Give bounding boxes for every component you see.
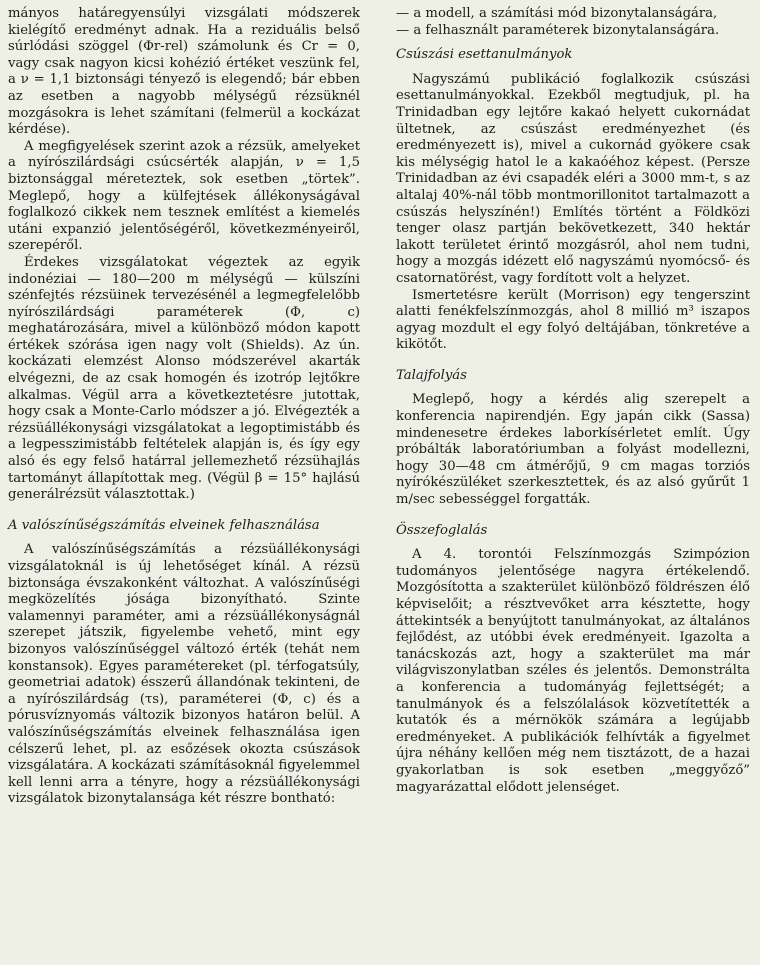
paragraph: A 4. torontói Felszínmozgás Szimpózion tudományos jelentősége nagyra értékelendő. Mozgósította a szakterület különböző földrészen élő képviselőit; a résztvevőket arra késztette, hogy áttekintsék a benyújtott tanulmányokat, az általános fejlődést, az utóbbi évek eredményeit. Igazolta a tanácskozás azt, hogy a szakterület ma már világviszonylatban széles és jelentős. Demonstrálta a konferencia a tudományág fejlettségét; a tanulmányok és a felszólalások közvetítették a kutatók és a mérnökök számára a legújabb eredményeket. A publikációk felhívták a figyelmet újra néhány kellően még nem tisztázott, de a hazai gyakorlatban is sok esetben „meggyőző” magyarázattal elődott jelenséget. <box>396 547 750 795</box>
paragraph: Ismertetésre került (Morrison) egy tengerszint alatti fenékfelszínmozgás, ahol 8 millió m³ iszapos agyag mozdult el egy folyó deltájában, tönkretéve a kikötőt. <box>396 287 750 353</box>
paragraph: A valószínűségszámítás a rézsüállékonysági vizsgálatoknál is új lehetőséget kínál. A rézsü biztonsága évszakonként változhat. A valószínűségi megközelítés jósága bizonyítható. Szinte valamennyi paraméter, ami a rézsüállékonyságnál szerepet játszik, figyelembe vehető, mint egy bizonyos valószínűséggel változó érték (tehát nem konstansok). Egyes paramétereket (pl. térfogatsúly, geometriai adatok) ésszerű állandónak tekinteni, de a nyírószilárdság (τs), paraméterei (Φ, c) és a pórusvíznyomás változik bizonyos határon belül. A valószínűségszámítás elveinek felhasználása igen célszerű lehet, pl. az esőzések okozta csúszások vizsgálatára. A kockázati számításoknál figyelemmel kell lenni arra a tényre, hogy a rézsüállékonysági vizsgálatok bizonytalansága két részre bontható: <box>8 542 360 807</box>
paragraph: Érdekes vizsgálatokat végeztek az egyik indonéziai — 180—200 m mélységű — külszíni szénfejtés rézsüinek tervezésénél a legmegfelelőbb nyírószilárdsági paraméterek (Φ, c) meghatározására, mivel a különböző módon kapott értékek szórása igen nagy volt (Shields). Az ún. kockázati elemzést Alonso módszerével akarták elvégezni, de az csak homogén és izotróp lejtőkre alkalmas. Végül arra a következtetésre jutottak, hogy csak a Monte-Carlo módszer a jó. Elvégezték a rézsüállékonysági vizsgálatokat a legoptimistább és a legpesszimistább feltételek alapján is, és így egy alsó és egy felső határral jellemezhető rézsühajlás tartományt állapítottak meg. (Végül β = 15° hajlású generálrézsüt választottak.) <box>8 254 360 503</box>
list-item: — a felhasznált paraméterek bizonytalanságára. <box>396 22 720 38</box>
right-column <box>396 6 750 796</box>
section-heading: Csúszási esettanulmányok <box>396 47 573 63</box>
paragraph: Nagyszámú publikáció foglalkozik csúszási esettanulmányokkal. Ezekből megtudjuk, pl. ha Trinidadban egy lejtőre kakaó helyett cukornádat ültetnek, az csúszást eredményezhet (és eredményezett is), mivel a cukornád gyökere csak kis mélységig hatol le a kakaóéhoz képest. (Persze Trinidadban az évi csapadék eléri a 3000 mm-t, s az altalaj 40%-nál több montmorillonitot tartalmazott a csúszás helyszínén!) Említés történt a Földközi tenger olasz partján bekövetkezett, 340 hektár lakott területet érintő mozgásról, ahol nem tudni, hogy a mozgás idézett elő nagyszámú nyomócső- és csatornatörést, vagy fordított volt a helyzet. <box>396 71 750 286</box>
paragraph: A megfigyelések szerint azok a rézsük, amelyeket a nyírószilárdsági csúcsérték alapján, ν = 1,5 biztonsággal méreteztek, sok esetben „törtek”. Meglepő, hogy a külfejtések állékonyságával foglalkozó cikkek nem tesznek említést a kiemelés utáni expanzió jelentőségéről, következményeiről, szerepéről. <box>8 138 360 254</box>
paragraph: mányos határegyensúlyi vizsgálati módszerek kielégítő eredményt adnak. Ha a reziduális belső súrlódási szöggel (Φr-rel) számolunk és Cr = 0, vagy csak nagyon kicsi kohézió értéket veszünk fel, a ν = 1,1 biztonsági tényező is elegendő; bár ebben az esetben a nagyobb mélységű rézsüknél mozgásokra is lehet számítani (felmerül a kockázat kérdése). <box>8 6 360 138</box>
left-column <box>8 6 360 808</box>
list-item: — a modell, a számítási mód bizonytalanságára, <box>396 6 718 21</box>
section-heading: Talajfolyás <box>396 367 467 383</box>
paragraph: Meglepő, hogy a kérdés alig szerepelt a konferencia napirendjén. Egy japán cikk (Sassa) mindenesetre érdekes laborkísérletet említ. Úgy próbálták laboratóriumban a folyást modellezni, hogy 30—48 cm átmérőjű, 9 cm magas torziós nyírókészüléket szerkesztettek, és az alsó gyűrűt 1 m/sec sebességgel forgatták. <box>396 392 750 508</box>
section-heading: Összefoglalás <box>396 522 488 538</box>
section-heading: A valószínűségszámítás elveinek felhasználása <box>8 517 320 533</box>
